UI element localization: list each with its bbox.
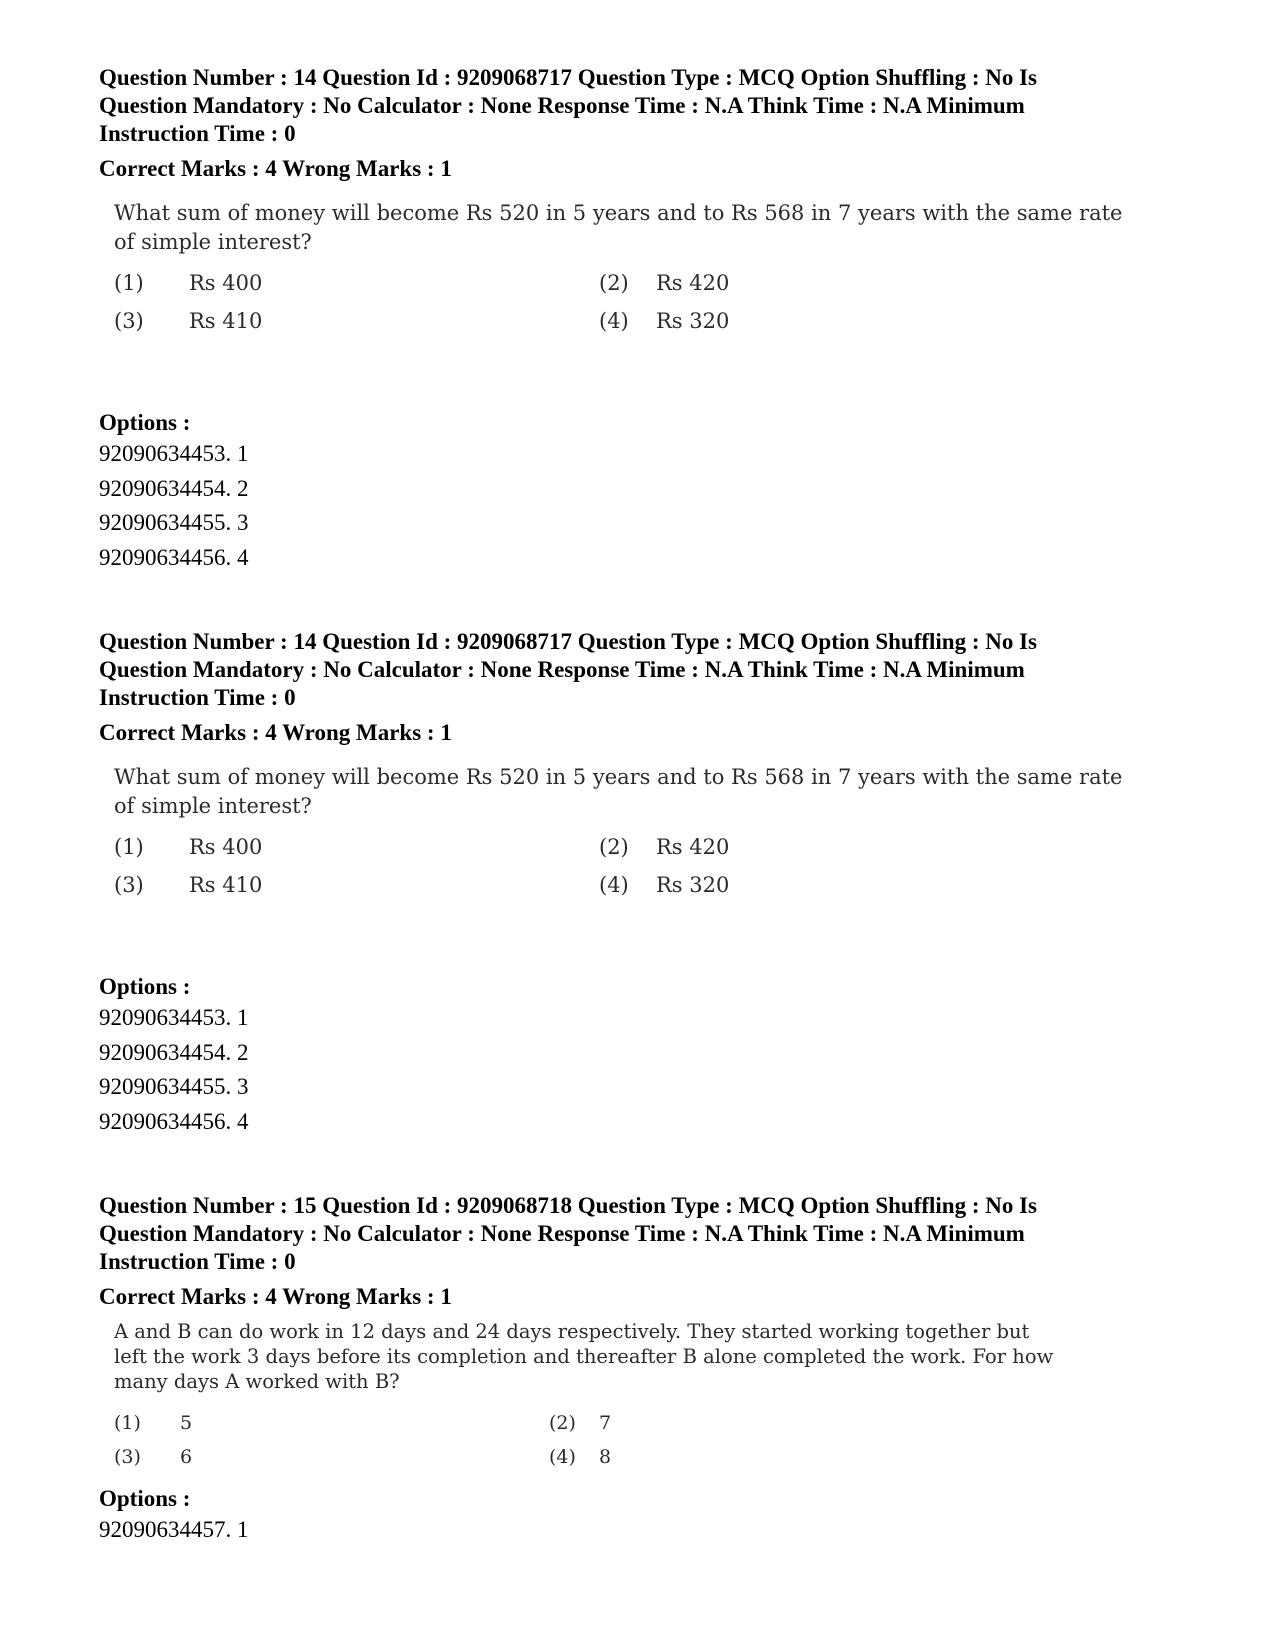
- question-block-3: [99, 1192, 1189, 1542]
- question-content: [114, 1319, 1189, 1482]
- answer-choice-2: [549, 1412, 612, 1434]
- options-section: [99, 1485, 249, 1548]
- choice-number: (1): [114, 1412, 141, 1434]
- choice-number: (1): [114, 271, 144, 295]
- option-id: 92090634453. 1: [99, 1005, 249, 1030]
- answer-choice-1: [114, 835, 263, 859]
- choice-value: Rs 320: [656, 309, 730, 333]
- question-text-line: What sum of money will become Rs 520 in 5 years and to Rs 568 in 7 years with the same rate: [114, 201, 1123, 225]
- answer-choice-3: [114, 873, 263, 897]
- choice-number: (4): [549, 1446, 576, 1468]
- option-id: 92090634453. 1: [99, 441, 249, 466]
- choice-value: Rs 420: [656, 835, 730, 859]
- marks-line: Correct Marks : 4 Wrong Marks : 1: [99, 720, 452, 745]
- choice-number: (3): [114, 873, 144, 897]
- choice-value: 8: [599, 1446, 612, 1468]
- choice-value: Rs 410: [189, 873, 263, 897]
- question-text-line: of simple interest?: [114, 230, 312, 254]
- options-label: Options :: [99, 1486, 191, 1511]
- answer-choices: [114, 835, 1189, 925]
- question-text-line: of simple interest?: [114, 794, 312, 818]
- question-meta-line: Instruction Time : 0: [99, 121, 296, 146]
- choice-number: (2): [599, 271, 629, 295]
- question-meta-line: Question Number : 14 Question Id : 9209068717 Question Type : MCQ Option Shuffling : No Is: [99, 65, 1038, 90]
- question-block-1: [99, 64, 1189, 570]
- choice-value: Rs 400: [189, 271, 263, 295]
- option-id: 92090634456. 4: [99, 544, 249, 570]
- answer-choice-4: [549, 1446, 612, 1468]
- question-text-line: many days A worked with B?: [114, 1370, 400, 1393]
- choice-number: (4): [599, 873, 629, 897]
- marks-line: Correct Marks : 4 Wrong Marks : 1: [99, 156, 452, 181]
- question-meta-line: Instruction Time : 0: [99, 1249, 296, 1274]
- options-section: [99, 409, 249, 575]
- marks-line: Correct Marks : 4 Wrong Marks : 1: [99, 1284, 452, 1309]
- choice-number: (2): [549, 1412, 576, 1434]
- question-text-line: What sum of money will become Rs 520 in 5 years and to Rs 568 in 7 years with the same rate: [114, 765, 1123, 789]
- choice-number: (1): [114, 835, 144, 859]
- options-section: [99, 973, 249, 1139]
- option-id: 92090634454. 2: [99, 475, 249, 501]
- choice-value: Rs 320: [656, 873, 730, 897]
- question-content: [114, 199, 1189, 361]
- answer-choice-2: [599, 271, 730, 295]
- option-id: 92090634455. 3: [99, 1074, 249, 1099]
- answer-choice-4: [599, 309, 730, 333]
- answer-choice-3: [114, 1446, 193, 1468]
- question-text-line: A and B can do work in 12 days and 24 days respectively. They started working together but: [114, 1320, 1030, 1343]
- options-label: Options :: [99, 974, 191, 999]
- question-meta-line: Question Mandatory : No Calculator : None Response Time : N.A Think Time : N.A Minimum: [99, 657, 1025, 682]
- answer-choices: [114, 271, 1189, 361]
- question-meta-line: Question Number : 15 Question Id : 9209068718 Question Type : MCQ Option Shuffling : No Is: [99, 1193, 1038, 1218]
- choice-value: 5: [180, 1412, 193, 1434]
- choice-number: (4): [599, 309, 629, 333]
- answer-choice-1: [114, 271, 263, 295]
- answer-choices: [114, 1412, 1189, 1482]
- answer-choice-1: [114, 1412, 193, 1434]
- answer-choice-2: [599, 835, 730, 859]
- question-content: [114, 763, 1189, 925]
- choice-value: 6: [180, 1446, 193, 1468]
- question-meta-line: Question Mandatory : No Calculator : None Response Time : N.A Think Time : N.A Minimum: [99, 1221, 1025, 1246]
- choice-value: Rs 420: [656, 271, 730, 295]
- choice-value: Rs 400: [189, 835, 263, 859]
- question-text-line: left the work 3 days before its completion and thereafter B alone completed the work. For how: [114, 1345, 1054, 1368]
- answer-choice-3: [114, 309, 263, 333]
- question-meta-line: Question Mandatory : No Calculator : None Response Time : N.A Think Time : N.A Minimum: [99, 93, 1025, 118]
- option-id: 92090634457. 1: [99, 1517, 249, 1542]
- option-id: 92090634456. 4: [99, 1108, 249, 1134]
- choice-number: (2): [599, 835, 629, 859]
- question-block-2: [99, 628, 1189, 1134]
- option-id: 92090634455. 3: [99, 510, 249, 535]
- choice-value: 7: [599, 1412, 612, 1434]
- option-id: 92090634454. 2: [99, 1039, 249, 1065]
- choice-number: (3): [114, 309, 144, 333]
- answer-choice-4: [599, 873, 730, 897]
- choice-number: (3): [114, 1446, 141, 1468]
- choice-value: Rs 410: [189, 309, 263, 333]
- options-label: Options :: [99, 410, 191, 435]
- question-meta-line: Question Number : 14 Question Id : 9209068717 Question Type : MCQ Option Shuffling : No Is: [99, 629, 1038, 654]
- question-meta-line: Instruction Time : 0: [99, 685, 296, 710]
